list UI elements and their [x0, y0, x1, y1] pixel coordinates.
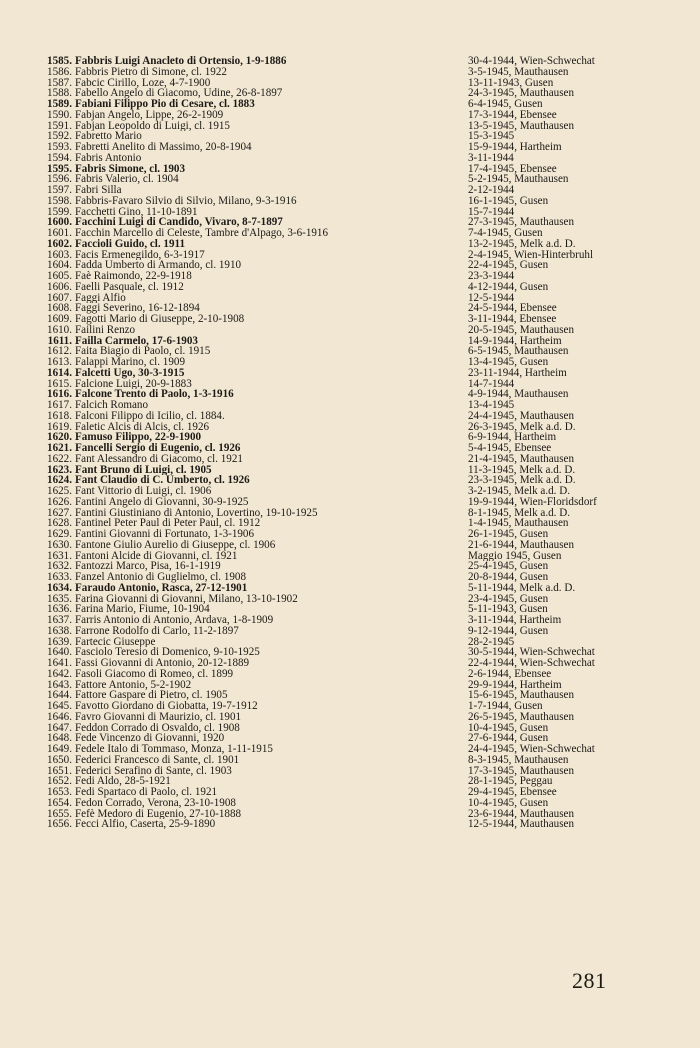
entry-death: 8-3-1945, Mauthausen	[468, 754, 569, 766]
entry-death: 3-11-1944	[468, 152, 514, 164]
entry-death: 30-5-1944, Wien-Schwechat	[468, 647, 595, 658]
entry-name: Falcione Luigi, 20-9-1883	[75, 378, 192, 390]
entry-death: 4-12-1944, Gusen	[468, 281, 549, 293]
entry-name: Fantinel Peter Paul di Peter Paul, cl. 1912	[75, 518, 261, 529]
entry-death: 19-9-1944, Wien-Floridsdorf	[468, 496, 597, 508]
entry-number: 1605.	[47, 270, 72, 282]
entry-death: 29-4-1945, Ebensee	[468, 787, 557, 798]
entry-name: Fasoli Giacomo di Romeo, cl. 1899	[75, 668, 234, 680]
list-item	[0, 271, 700, 282]
entry-number: 1636.	[47, 603, 72, 616]
entry-number: 1640.	[47, 646, 72, 659]
entry-number: 1615.	[47, 377, 72, 390]
list-item	[0, 207, 700, 218]
entry-death: 5-11-1944, Melk a.d. D.	[468, 582, 576, 594]
list-item	[0, 680, 700, 691]
list-item	[0, 110, 700, 121]
list-item	[0, 121, 700, 132]
entry-name: Faggi Severino, 16-12-1894	[75, 303, 200, 314]
entry-name: Faggi Alfio	[75, 292, 126, 304]
list-item	[0, 217, 700, 228]
entry-number: 1609.	[47, 313, 72, 325]
entry-name: Faita Biagio di Paolo, cl. 1915	[75, 346, 211, 357]
entry-death: 17-3-1945, Mauthausen	[468, 765, 574, 777]
entry-name: Fant Bruno di Luigi, cl. 1905	[75, 464, 212, 476]
entry-death: 24-5-1944, Ebensee	[468, 303, 557, 314]
entry-name: Fabretti Anelito di Massimo, 20-8-1904	[75, 142, 252, 153]
entry-name: Farris Antonio di Antonio, Ardava, 1-8-1909	[75, 615, 274, 626]
entry-number: 1610.	[47, 323, 72, 336]
entry-number: 1627.	[47, 506, 72, 519]
list-item	[0, 131, 700, 142]
entry-name: Faccioli Guido, cl. 1911	[75, 238, 186, 250]
entry-number: 1644.	[47, 689, 72, 702]
entry-name: Fant Claudio di C. Umberto, cl. 1926	[75, 475, 250, 486]
entry-name: Fabri Silla	[75, 185, 122, 196]
list-item	[0, 78, 700, 89]
list-item	[0, 712, 700, 723]
list-item	[0, 798, 700, 809]
list-item	[0, 88, 700, 99]
entry-number: 1652.	[47, 775, 72, 788]
entry-death: 17-3-1944, Ebensee	[468, 109, 557, 121]
entry-name: Fancelli Sergio di Eugenio, cl. 1926	[75, 443, 241, 454]
list-item	[0, 239, 700, 250]
entry-name: Fartecic Giuseppe	[75, 636, 156, 648]
entry-name: Feddon Corrado di Osvaldo, cl. 1908	[75, 722, 240, 734]
entry-death: 5-4-1945, Ebensee	[468, 443, 552, 454]
entry-name: Fabjan Leopoldo di Luigi, cl. 1915	[75, 120, 230, 132]
entry-number: 1592.	[47, 130, 72, 143]
entry-death: 23-3-1945, Melk a.d. D.	[468, 475, 576, 486]
entry-name: Faletic Alcis di Alcis, cl. 1926	[75, 421, 210, 433]
list-item	[0, 164, 700, 175]
list-item	[0, 475, 700, 486]
entry-death: 2-4-1945, Wien-Hinterbruhl	[468, 249, 594, 261]
entry-name: Fant Vittorio di Luigi, cl. 1906	[75, 486, 212, 497]
entry-death: 26-1-1945, Gusen	[468, 529, 549, 540]
entry-death: 10-4-1945, Gusen	[468, 797, 549, 809]
entry-death: 21-4-1945, Mauthausen	[468, 453, 574, 465]
list-item	[0, 228, 700, 239]
list-item	[0, 99, 700, 110]
entry-number: 1591.	[47, 119, 72, 132]
entry-name: Farina Mario, Fiume, 10-1904	[75, 604, 210, 615]
entry-number: 1645.	[47, 700, 72, 712]
entry-number: 1602.	[47, 237, 72, 250]
list-item	[0, 701, 700, 712]
entry-death: 24-4-1945, Mauthausen	[468, 410, 574, 422]
list-item	[0, 669, 700, 680]
entry-name: Fabiani Filippo Pio di Cesare, cl. 1883	[75, 99, 255, 110]
entry-number: 1642.	[47, 667, 72, 680]
list-item	[0, 357, 700, 368]
entry-death: 13-4-1945	[468, 400, 515, 411]
entry-death: 6-9-1944, Hartheim	[468, 432, 557, 443]
entry-number: 1638.	[47, 624, 72, 637]
entry-death: 5-2-1945, Mauthausen	[468, 174, 569, 185]
list-item	[0, 142, 700, 153]
list-item	[0, 776, 700, 787]
entry-number: 1653.	[47, 786, 72, 798]
entry-name: Fabbris Pietro di Simone, cl. 1922	[75, 66, 227, 78]
list-item	[0, 497, 700, 508]
entry-number: 1648.	[47, 732, 72, 745]
list-item	[0, 540, 700, 551]
list-item	[0, 766, 700, 777]
entry-death: 2-6-1944, Ebensee	[468, 668, 552, 680]
list-item	[0, 67, 700, 78]
entry-name: Fasciolo Teresio di Domenico, 9-10-1925	[75, 647, 260, 658]
entry-number: 1626.	[47, 495, 72, 508]
entry-name: Federici Serafino di Sante, cl. 1903	[75, 765, 232, 777]
list-item	[0, 787, 700, 798]
entry-number: 1589.	[47, 98, 72, 110]
entry-name: Fabbris-Favaro Silvio di Silvio, Milano, 9-3-1916	[75, 195, 297, 207]
entry-death: 24-3-1945, Mauthausen	[468, 88, 574, 99]
entry-number: 1596.	[47, 173, 72, 186]
list-item	[0, 411, 700, 422]
list-item	[0, 723, 700, 734]
entry-number: 1650.	[47, 753, 72, 766]
entry-name: Fantozzi Marco, Pisa, 16-1-1919	[75, 561, 221, 572]
list-item	[0, 56, 700, 67]
entry-number: 1587.	[47, 76, 72, 89]
entry-number: 1629.	[47, 528, 72, 540]
entry-number: 1603.	[47, 248, 72, 261]
list-item	[0, 690, 700, 701]
entry-number: 1649.	[47, 743, 72, 755]
entry-death: 17-4-1945, Ebensee	[468, 163, 557, 175]
list-item	[0, 583, 700, 594]
list-item	[0, 615, 700, 626]
entry-death: 5-11-1943, Gusen	[468, 604, 548, 615]
list-item	[0, 174, 700, 185]
entry-name: Fabris Simone, cl. 1903	[75, 163, 186, 175]
entry-death: 23-4-1945, Gusen	[468, 593, 549, 605]
entry-name: Fassi Giovanni di Antonio, 20-12-1889	[75, 658, 250, 669]
entry-number: 1643.	[47, 678, 72, 691]
entry-name: Fabello Angelo di Giacomo, Udine, 26-8-1897	[75, 88, 283, 99]
entry-name: Falappi Marino, cl. 1909	[75, 357, 185, 368]
entry-number: 1631.	[47, 549, 72, 562]
entry-death: 6-5-1945, Mauthausen	[468, 346, 569, 357]
list-item	[0, 379, 700, 390]
entry-number: 1600.	[47, 216, 72, 229]
entry-death: 30-4-1944, Wien-Schwechat	[468, 56, 595, 67]
entry-death: 23-3-1944	[468, 271, 515, 282]
entry-number: 1654.	[47, 796, 72, 809]
entry-death: 14-9-1944, Hartheim	[468, 335, 562, 347]
entry-death: 8-1-1945, Melk a.d. D.	[468, 507, 570, 519]
entry-number: 1595.	[47, 162, 72, 175]
list-item	[0, 250, 700, 261]
entry-number: 1601.	[47, 227, 72, 239]
entry-death: 7-4-1945, Gusen	[468, 228, 543, 239]
entry-number: 1613.	[47, 356, 72, 368]
entry-number: 1647.	[47, 721, 72, 734]
list-item	[0, 551, 700, 562]
list-item	[0, 153, 700, 164]
entry-death: 13-5-1945, Mauthausen	[468, 120, 574, 132]
entry-number: 1585.	[47, 55, 72, 67]
list-item	[0, 755, 700, 766]
entry-name: Federici Francesco di Sante, cl. 1901	[75, 754, 240, 766]
entry-name: Fecci Alfio, Caserta, 25-9-1890	[75, 819, 216, 830]
entry-number: 1628.	[47, 517, 72, 530]
entry-name: Fabjan Angelo, Lippe, 26-2-1909	[75, 109, 224, 121]
list-item	[0, 809, 700, 820]
entry-death: 24-4-1945, Wien-Schwechat	[468, 744, 595, 755]
entry-number: 1594.	[47, 151, 72, 164]
entry-name: Fefè Medoro di Eugenio, 27-10-1888	[75, 808, 242, 820]
entry-number: 1588.	[47, 87, 72, 100]
entry-name: Fantini Giovanni di Fortunato, 1-3-1906	[75, 529, 255, 540]
list-item	[0, 626, 700, 637]
entry-name: Fanzel Antonio di Guglielmo, cl. 1908	[75, 572, 247, 583]
entry-name: Falcone Trento di Paolo, 1-3-1916	[75, 389, 234, 400]
entry-death: 22-4-1944, Wien-Schwechat	[468, 658, 595, 669]
list-item	[0, 572, 700, 583]
entry-death: 15-7-1944	[468, 206, 515, 218]
entry-death: 3-11-1944, Ebensee	[468, 314, 557, 325]
list-item	[0, 260, 700, 271]
list-item	[0, 518, 700, 529]
entry-death: 1-7-1944, Gusen	[468, 701, 543, 712]
entry-number: 1623.	[47, 463, 72, 476]
entry-number: 1598.	[47, 194, 72, 207]
entry-name: Favro Giovanni di Maurizio, cl. 1901	[75, 711, 242, 723]
entry-name: Fede Vincenzo di Giovanni, 1920	[75, 733, 225, 744]
list-item	[0, 637, 700, 648]
list-item	[0, 432, 700, 443]
list-item	[0, 658, 700, 669]
entry-number: 1641.	[47, 657, 72, 669]
entry-number: 1606.	[47, 280, 72, 293]
entry-number: 1590.	[47, 108, 72, 121]
entry-name: Fedele Italo di Tommaso, Monza, 1-11-1915	[75, 744, 273, 755]
entry-death: 22-4-1945, Gusen	[468, 260, 549, 271]
entry-number: 1586.	[47, 65, 72, 78]
entry-number: 1625.	[47, 485, 72, 497]
entry-name: Facchin Marcello di Celeste, Tambre d'Alpago, 3-6-1916	[75, 228, 329, 239]
entry-number: 1611.	[47, 334, 72, 347]
entry-name: Facchini Luigi di Candido, Vivaro, 8-7-1897	[75, 217, 283, 228]
entry-name: Fattore Antonio, 5-2-1902	[75, 679, 192, 691]
entry-death: 21-6-1944, Mauthausen	[468, 539, 574, 551]
entry-name: Farrone Rodolfo di Carlo, 11-2-1897	[75, 625, 239, 637]
entry-number: 1608.	[47, 302, 72, 315]
entry-death: 15-9-1944, Hartheim	[468, 142, 562, 153]
entry-number: 1599.	[47, 205, 72, 218]
entry-number: 1633.	[47, 571, 72, 583]
entry-death: 25-4-1945, Gusen	[468, 561, 549, 572]
entry-name: Failla Carmelo, 17-6-1903	[75, 335, 198, 347]
entry-death: 15-6-1945, Mauthausen	[468, 690, 574, 701]
entry-death: 29-9-1944, Hartheim	[468, 679, 562, 691]
entry-death: 1-4-1945, Mauthausen	[468, 518, 569, 529]
entry-number: 1655.	[47, 807, 72, 820]
list-item	[0, 529, 700, 540]
entry-death: 20-8-1944, Gusen	[468, 572, 549, 583]
entry-number: 1604.	[47, 259, 72, 272]
entry-number: 1622.	[47, 452, 72, 465]
list-item	[0, 368, 700, 379]
list-item	[0, 422, 700, 433]
entry-number: 1593.	[47, 141, 72, 153]
entry-name: Facis Ermenegildo, 6-3-1917	[75, 249, 205, 261]
entry-number: 1620.	[47, 431, 72, 444]
entry-number: 1637.	[47, 614, 72, 626]
entry-name: Faè Raimondo, 22-9-1918	[75, 271, 192, 282]
entry-name: Fabris Valerio, cl. 1904	[75, 174, 179, 185]
list-item	[0, 561, 700, 572]
list-item	[0, 733, 700, 744]
entry-number: 1639.	[47, 635, 72, 648]
list-item	[0, 346, 700, 357]
entry-death: 23-6-1944, Mauthausen	[468, 808, 574, 820]
entry-name: Failini Renzo	[75, 324, 136, 336]
list-item	[0, 594, 700, 605]
entry-death: 20-5-1945, Mauthausen	[468, 324, 574, 336]
entry-death: 27-6-1944, Gusen	[468, 733, 549, 744]
list-item	[0, 389, 700, 400]
entry-name: Faraudo Antonio, Rasca, 27-12-1901	[75, 582, 248, 594]
entry-number: 1634.	[47, 581, 72, 594]
entry-name: Fantoni Alcide di Giovanni, cl. 1921	[75, 550, 238, 562]
entry-number: 1617.	[47, 399, 72, 411]
entry-death: 3-2-1945, Melk a.d. D.	[468, 486, 570, 497]
list-item	[0, 744, 700, 755]
entry-death: 13-11-1943, Gusen	[468, 77, 554, 89]
entry-death: 3-5-1945, Mauthausen	[468, 66, 569, 78]
list-item	[0, 196, 700, 207]
list-item	[0, 282, 700, 293]
entry-death: 9-12-1944, Gusen	[468, 625, 549, 637]
entry-number: 1618.	[47, 409, 72, 422]
entry-number: 1656.	[47, 818, 72, 831]
entry-death: 11-3-1945, Melk a.d. D.	[468, 464, 576, 476]
entry-number: 1619.	[47, 420, 72, 433]
entry-number: 1630.	[47, 538, 72, 551]
list-item	[0, 336, 700, 347]
entry-name: Fedi Spartaco di Paolo, cl. 1921	[75, 787, 218, 798]
entry-death: Maggio 1945, Gusen	[468, 550, 562, 562]
entry-death: 13-4-1945, Gusen	[468, 357, 549, 368]
list-item	[0, 443, 700, 454]
deportee-list	[0, 56, 700, 830]
list-item	[0, 465, 700, 476]
page-number: 281	[572, 968, 607, 993]
entry-number: 1632.	[47, 560, 72, 573]
entry-death: 28-2-1945	[468, 636, 515, 648]
entry-name: Favotto Giordano di Giobatta, 19-7-1912	[75, 701, 258, 712]
entry-name: Falconi Filippo di Icilio, cl. 1884.	[75, 410, 225, 422]
entry-number: 1646.	[47, 710, 72, 723]
list-item	[0, 185, 700, 196]
list-item	[0, 508, 700, 519]
list-item	[0, 647, 700, 658]
entry-name: Fattore Gaspare di Pietro, cl. 1905	[75, 690, 228, 701]
entry-name: Facchetti Gino, 11-10-1891	[75, 206, 198, 218]
entry-name: Fabretto Mario	[75, 131, 142, 142]
entry-death: 4-9-1944, Mauthausen	[468, 389, 569, 400]
list-item	[0, 819, 700, 830]
entry-name: Famuso Filippo, 22-9-1900	[75, 432, 202, 443]
list-item	[0, 486, 700, 497]
list-item	[0, 454, 700, 465]
entry-death: 2-12-1944	[468, 185, 515, 196]
entry-death: 28-1-1945, Peggau	[468, 776, 553, 787]
entry-name: Fabris Antonio	[75, 152, 142, 164]
entry-name: Falcich Romano	[75, 400, 149, 411]
entry-death: 15-3-1945	[468, 131, 515, 142]
entry-name: Fantone Giulio Aurelio di Giuseppe, cl. 1906	[75, 539, 276, 551]
list-item	[0, 400, 700, 411]
entry-death: 3-11-1944, Hartheim	[468, 615, 562, 626]
entry-name: Fabbris Luigi Anacleto di Ortensio, 1-9-1886	[75, 56, 287, 67]
entry-death: 12-5-1944	[468, 292, 515, 304]
entry-number: 1607.	[47, 291, 72, 304]
list-item	[0, 604, 700, 615]
entry-number: 1624.	[47, 474, 72, 487]
entry-name: Fabcic Cirillo, Loze, 4-7-1900	[75, 77, 211, 89]
entry-name: Fadda Umberto di Armando, cl. 1910	[75, 260, 242, 271]
entry-death: 16-1-1945, Gusen	[468, 195, 549, 207]
entry-death: 10-4-1945, Gusen	[468, 722, 549, 734]
entry-death: 26-5-1945, Mauthausen	[468, 711, 574, 723]
entry-number: 1635.	[47, 592, 72, 605]
entry-name: Fagotti Mario di Giuseppe, 2-10-1908	[75, 314, 245, 325]
entry-number: 1616.	[47, 388, 72, 401]
entry-name: Fant Alessandro di Giacomo, cl. 1921	[75, 453, 243, 465]
entry-name: Farina Giovanni di Giovanni, Milano, 13-10-1902	[75, 593, 298, 605]
entry-death: 14-7-1944	[468, 378, 515, 390]
entry-name: Fedon Corrado, Verona, 23-10-1908	[75, 797, 236, 809]
entry-name: Fantini Giustiniano di Antonio, Lovertino, 19-10-1925	[75, 507, 318, 519]
entry-death: 27-3-1945, Mauthausen	[468, 217, 574, 228]
entry-number: 1612.	[47, 345, 72, 358]
list-item	[0, 293, 700, 304]
entry-name: Fantini Angelo di Giovanni, 30-9-1925	[75, 496, 249, 508]
entry-death: 23-11-1944, Hartheim	[468, 367, 567, 379]
list-item	[0, 314, 700, 325]
entry-number: 1597.	[47, 184, 72, 196]
entry-number: 1614.	[47, 366, 72, 379]
entry-death: 12-5-1944, Mauthausen	[468, 819, 574, 830]
entry-death: 26-3-1945, Melk a.d. D.	[468, 421, 576, 433]
entry-name: Fedi Aldo, 28-5-1921	[75, 776, 171, 787]
entry-number: 1651.	[47, 764, 72, 777]
list-item	[0, 303, 700, 314]
list-item	[0, 325, 700, 336]
entry-death: 6-4-1945, Gusen	[468, 99, 543, 110]
entry-number: 1621.	[47, 442, 72, 454]
entry-death: 13-2-1945, Melk a.d. D.	[468, 238, 576, 250]
entry-name: Falcetti Ugo, 30-3-1915	[75, 367, 185, 379]
entry-name: Faelli Pasquale, cl. 1912	[75, 281, 184, 293]
